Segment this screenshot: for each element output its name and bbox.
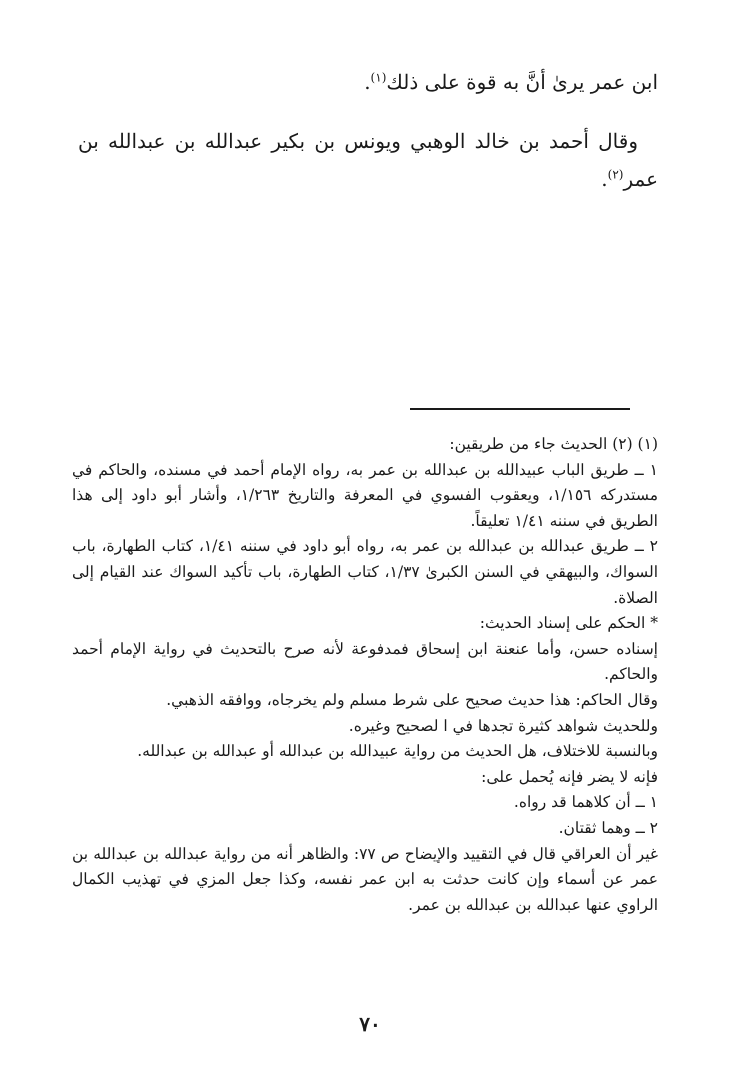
footnote-resolution: فإنه لا يضر فإنه يُحمل على: bbox=[481, 767, 658, 786]
footnote-discrepancy: وبالنسبة للاختلاف، هل الحديث من رواية عبيدالله بن عبدالله أو عبدالله بن عبدالله. bbox=[137, 742, 658, 761]
main-text-paragraph-2-end: . bbox=[601, 167, 608, 191]
footnote-witnesses: وللحديث شواهد كثيرة تجدها في ا لصحيح وغيره. bbox=[348, 716, 658, 735]
footnote-route-2: ٢ ــ طريق عبدالله بن عبدالله بن عمر به، رواه أبو داود في سننه ١/٤١، كتاب الطهارة، باب السواك، والبيهقي في السنن الكبرىٰ ١/٣٧، كتاب الطهارة، باب تأكيد السواك عند القيام إلى الصلاة. bbox=[72, 537, 658, 607]
footnote-point-2: ٢ ــ وهما ثقتان. bbox=[558, 818, 658, 837]
main-text-paragraph-2 bbox=[78, 122, 658, 198]
footnote-hakim-quote: وقال الحاكم: هذا حديث صحيح على شرط مسلم ولم يخرجاه، ووافقه الذهبي. bbox=[166, 690, 658, 709]
footnote-ref-2: (٢) bbox=[607, 167, 624, 182]
footnote-divider bbox=[410, 408, 630, 410]
main-text-paragraph-2-body: وقال أحمد بن خالد الوهبي ويونس بن بكير عبدالله بن عبدالله بن عمر bbox=[78, 129, 658, 191]
main-text-line-1-end: . bbox=[364, 70, 371, 94]
footnote-heading: (١) (٢) الحديث جاء من طريقين: bbox=[449, 435, 658, 453]
footnotes-block bbox=[72, 432, 658, 918]
footnote-iraqi-note: غير أن العراقي قال في التقييد والإيضاح ص ٧٧: والظاهر أنه من رواية عبدالله بن عبدالله بن عمر عن أسماء وإن كانت حدثت به ابن عمر نفسه، وكذا جعل المزي في تهذيب الكمال الراوي عنها عبدالله بن عبدالله بن عمر. bbox=[72, 844, 658, 914]
footnote-ruling-heading: * الحكم على إسناد الحديث: bbox=[479, 614, 658, 633]
main-text-line-1-body: ابن عمر يرىٰ أنَّ به قوة على ذلك bbox=[386, 70, 658, 94]
footnote-ref-1: (١) bbox=[370, 70, 387, 85]
footnote-ruling-text: إسناده حسن، وأما عنعنة ابن إسحاق فمدفوعة لأنه صرح بالتحديث في رواية الإمام أحمد والحاكم. bbox=[72, 639, 658, 684]
footnote-route-1: ١ ــ طريق الباب عبيدالله بن عبدالله بن عمر به، رواه الإمام أحمد في مسنده، والحاكم في مستدركه ١/١٥٦، ويعقوب الفسوي في المعرفة والتاريخ ١/٢٦٣، وأشار أبو داود إلى هذا الطريق في سننه ١/٤١ تعليقاً. bbox=[72, 460, 658, 530]
page-number: ٧٠ bbox=[359, 1012, 381, 1036]
main-text-line-1 bbox=[78, 70, 658, 94]
footnote-point-1: ١ ــ أن كلاهما قد رواه. bbox=[513, 793, 658, 812]
